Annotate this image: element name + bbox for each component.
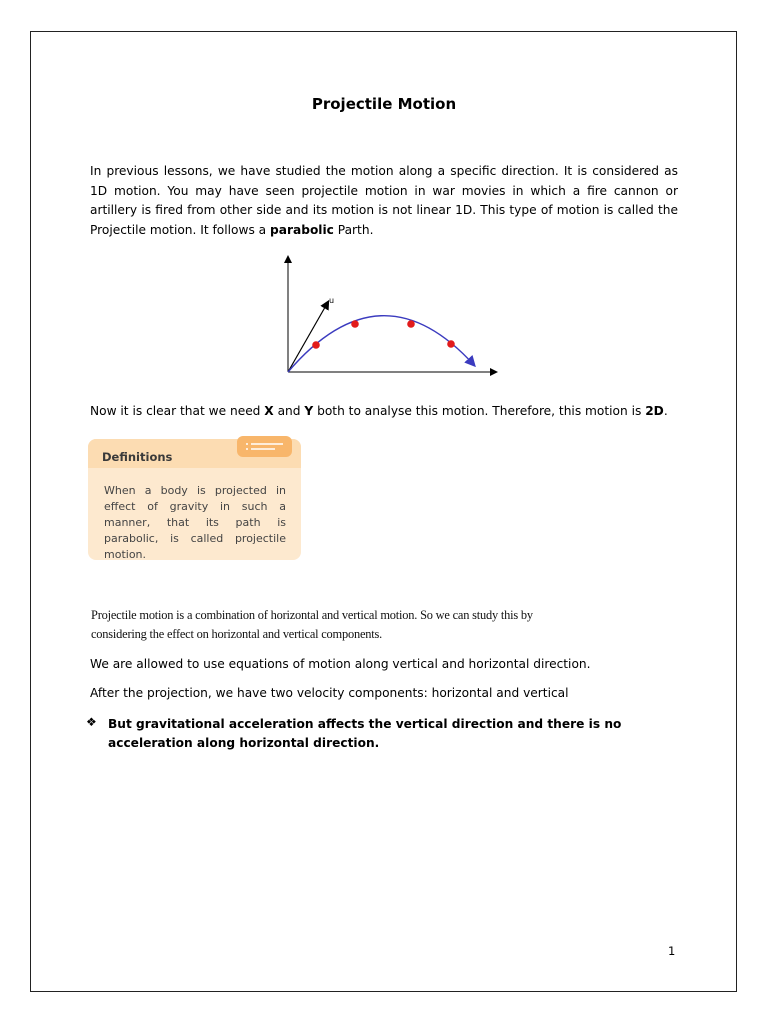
page-title: Projectile Motion [311, 95, 457, 113]
intro-bold-word: parabolic [270, 222, 334, 237]
equations-line: We are allowed to use equations of motion along vertical and horizontal direction. [90, 657, 591, 671]
diamond-bullet-icon: ❖ [86, 715, 97, 729]
dimension-label: 2D [645, 404, 664, 418]
definition-tag-icon [237, 436, 292, 457]
bullet-text: But gravitational acceleration affects the vertical direction and there is no acceleration along horizontal direction. [108, 717, 622, 750]
path-point [447, 340, 455, 348]
path-point [312, 341, 320, 349]
definition-box [88, 439, 301, 560]
definition-text: When a body is projected in effect of gravity in such a manner, that its path is parabolic, is called projectile motion. [104, 484, 286, 561]
statement-text: and [273, 404, 305, 418]
intro-paragraph [90, 162, 678, 240]
statement-text: Now it is clear that we need [90, 404, 265, 418]
statement-text: both to analyse this motion. Therefore, this motion is [313, 404, 646, 418]
x-label: X [264, 404, 274, 418]
y-label: Y [304, 404, 314, 418]
components-line: After the projection, we have two velocity components: horizontal and vertical [90, 686, 569, 700]
intro-text-before: In previous lessons, we have studied the motion along a specific direction. It is considered as 1D motion. You may have seen projectile motion in war movies in which a fire cannon or artillery is fired from other side and its motion is not linear 1D. This type of motion is called the Projectile motion. It follows a [90, 164, 678, 237]
page-number: 1 [668, 944, 676, 958]
velocity-label: u [329, 296, 335, 305]
dimension-statement [90, 402, 678, 422]
definition-title: Definitions [102, 450, 173, 464]
path-point [407, 320, 415, 328]
path-point [351, 320, 359, 328]
projectile-diagram [278, 252, 508, 380]
statement-text: . [663, 404, 668, 418]
combination-paragraph: Projectile motion is a combination of horizontal and vertical motion. So we can study this by considering the effect on horizontal and vertical components. [91, 608, 533, 641]
intro-text-after: Parth. [333, 222, 374, 237]
velocity-vector [288, 302, 328, 372]
